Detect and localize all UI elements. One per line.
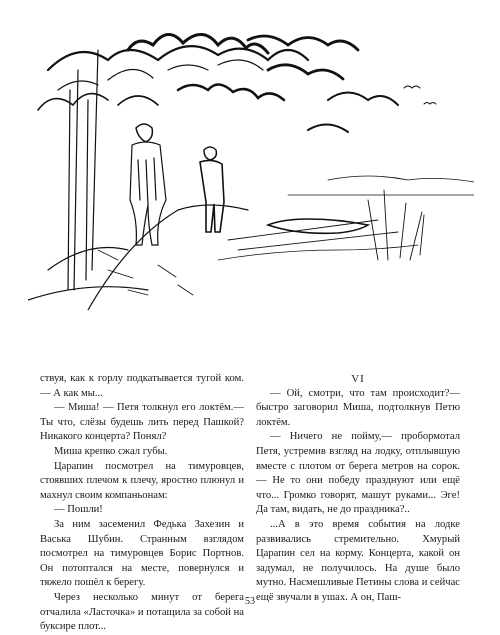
right-paragraphs <box>256 387 460 606</box>
chapter-heading: VI <box>351 373 365 385</box>
paragraph: — Пошли! <box>54 504 103 516</box>
paragraph: ствуя, как к горлу подкатывается тугой ком.— А как мы... <box>40 373 244 399</box>
paragraph: — Ой, смотри, что там происходит?—быстро заговорил Миша, подтолкнув Петю локтём. <box>256 387 460 428</box>
book-illustration <box>28 10 474 310</box>
paragraph: ...А в это время события на лодке развивались стремительно. Хмурый Царапин сел на корму. Концерта, какой он задумал, не получилось. На душе было мутно. Насмешливые Петины слова и сейчас ещё звучали в ушах. А он, Паш- <box>256 518 460 603</box>
paragraph: Через несколько минут от берега отчалила «Ласточка» и потащила за собой на буксире плот... <box>40 591 244 633</box>
text-column-right <box>256 372 460 606</box>
page-number: 53 <box>245 596 255 607</box>
paragraph: — Ничего не пойму,— пробормотал Петя, устремив взгляд на лодку, отплывшую вместе с плотом от берега метров на сорок.— Не то они победу празднуют или ещё что... Громко говорят, машут руками... Эге! Да там, видать, не до праздника?.. <box>256 431 460 516</box>
paragraph: Царапин посмотрел на тимуровцев, стоявших плечом к плечу, яростно плюнул и махнул своим компаньонам: <box>40 460 244 501</box>
paragraph: — Миша! — Петя толкнул его локтём.— Ты что, слёзы будешь лить перед Пашкой? Никакого концерта? Понял? <box>40 402 244 443</box>
paragraph: За ним засеменил Федька Захезин и Васька Шубин. Странным взглядом посмотрел на тимуровцев Борис Портнов. Он потоптался на месте, повернулся и тяжело пошёл к берегу. <box>40 518 244 589</box>
paragraph: Миша крепко сжал губы. <box>54 445 168 457</box>
